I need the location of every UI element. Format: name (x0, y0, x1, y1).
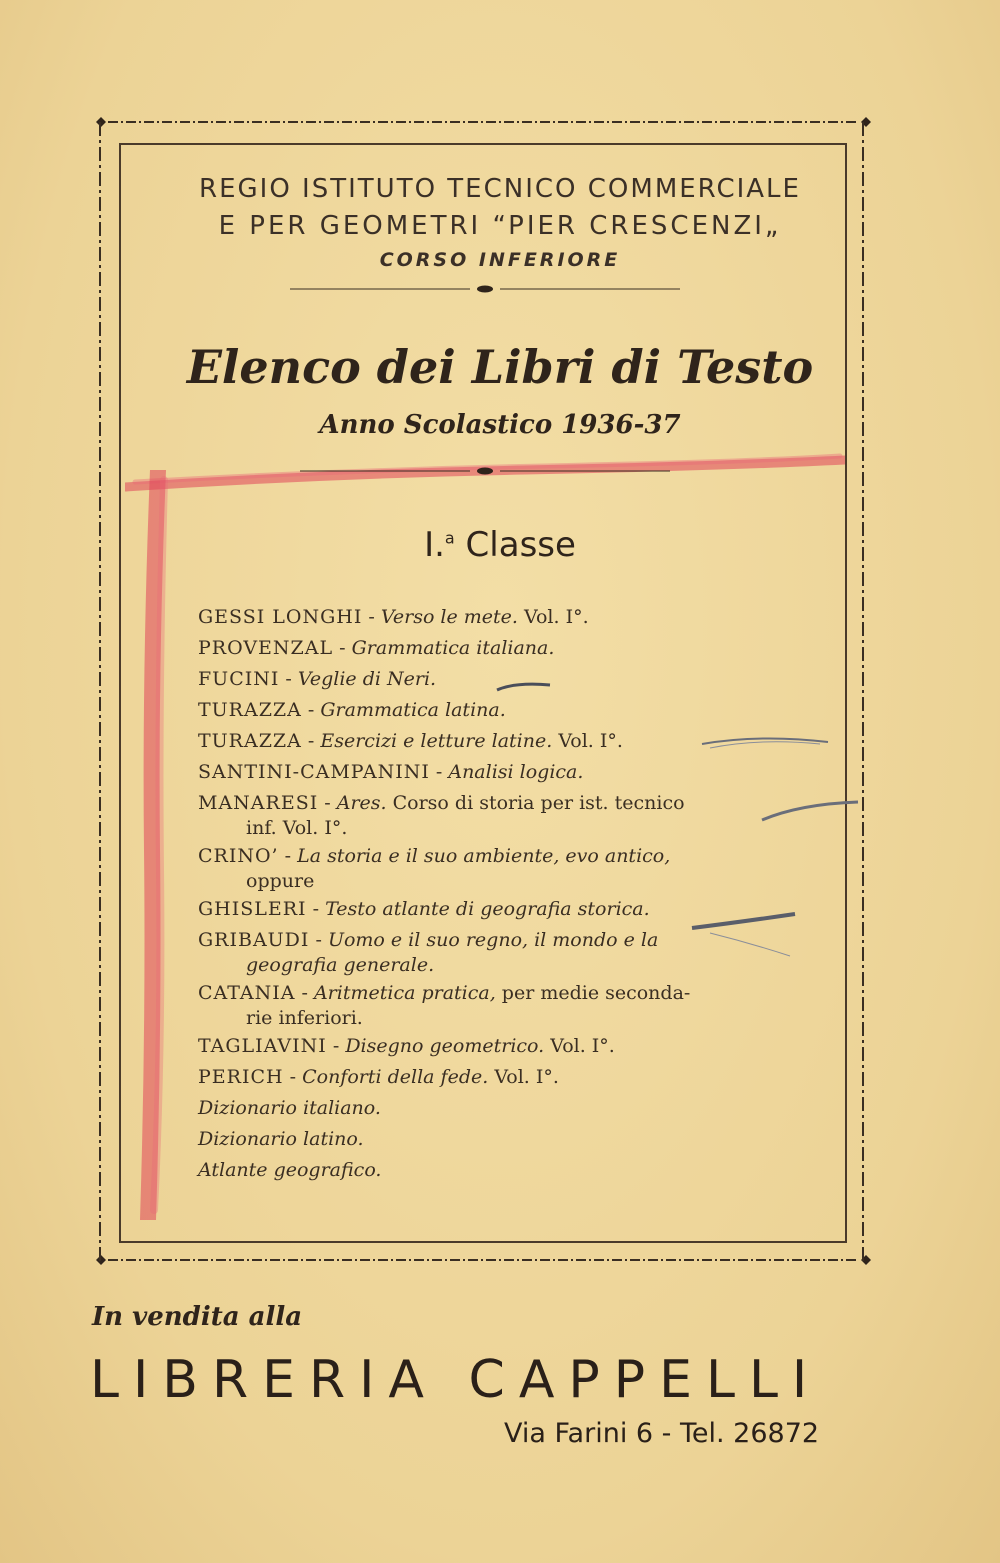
extra-item: Atlante geografico. (198, 1159, 382, 1181)
class-heading (0, 525, 1000, 565)
book-title: Verso le mete. (380, 606, 518, 628)
book-author: MANARESI (198, 792, 319, 814)
book-title: Analisi logica. (448, 761, 584, 783)
header-institute-line2: E PER GEOMETRI “PIER CRESCENZI„ (218, 211, 782, 241)
bottom-ornamental-border (96, 1255, 871, 1265)
book-author: GESSI LONGHI (198, 606, 363, 628)
book-author: PERICH (198, 1066, 284, 1088)
pen-scribble-mark (760, 800, 860, 830)
book-author: TURAZZA (198, 699, 302, 721)
book-author: TAGLIAVINI (198, 1035, 327, 1057)
book-extra: Vol. I°. (524, 606, 589, 628)
book-title: Esercizi e letture latine. (320, 730, 553, 752)
book-list (198, 602, 778, 1186)
book-item: TURAZZA - Grammatica latina. (198, 699, 506, 721)
pen-scribble-mark (495, 680, 555, 694)
book-continuation: inf. Vol. I°. (246, 817, 348, 839)
book-extra: Vol. I°. (494, 1066, 559, 1088)
book-title: Grammatica italiana. (351, 637, 555, 659)
book-author: TURAZZA (198, 730, 302, 752)
header-course: CORSO INFERIORE (379, 249, 621, 271)
book-item: GESSI LONGHI - Verso le mete. Vol. I°. (198, 606, 589, 628)
book-item: TAGLIAVINI - Disegno geometrico. Vol. I°. (198, 1035, 615, 1057)
footer-sale-note: In vendita alla (92, 1302, 303, 1332)
footer-bookstore-name: LIBRERIA CAPPELLI (90, 1350, 822, 1410)
class-label: Classe (465, 525, 576, 565)
book-title: Grammatica latina. (320, 699, 506, 721)
book-item: GRIBAUDI - Uomo e il suo regno, il mondo e la geografia generale. (198, 925, 778, 978)
book-title: Ares. (336, 792, 387, 814)
book-item: TURAZZA - Esercizi e letture latine. Vol. I°. (198, 730, 623, 752)
book-author: FUCINI (198, 668, 280, 690)
book-extra: Vol. I°. (550, 1035, 615, 1057)
book-item: GHISLERI - Testo atlante di geografia storica. (198, 898, 650, 920)
header-institute-line1: REGIO ISTITUTO TECNICO COMMERCIALE (199, 174, 801, 204)
book-item: PERICH - Conforti della fede. Vol. I°. (198, 1066, 559, 1088)
book-title: Aritmetica pratica, (313, 982, 496, 1004)
book-title: Uomo e il suo regno, il mondo e la (327, 929, 659, 951)
header-divider (290, 284, 680, 294)
book-author: CRINO’ (198, 845, 279, 867)
book-author: GRIBAUDI (198, 929, 310, 951)
book-extra: Corso di storia per ist. tecnico (392, 792, 685, 814)
book-author: GHISLERI (198, 898, 307, 920)
right-ornamental-border (859, 122, 867, 1262)
book-continuation: geografia generale. (246, 954, 435, 976)
book-continuation: oppure (246, 870, 315, 892)
title-divider (300, 466, 670, 476)
book-extra: per medie seconda- (501, 982, 691, 1004)
book-title: La storia e il suo ambiente, evo antico, (297, 845, 671, 867)
book-item: CATANIA - Aritmetica pratica, per medie seconda- rie inferiori. (198, 978, 778, 1031)
class-superscript: a (444, 528, 455, 548)
book-author: CATANIA (198, 982, 296, 1004)
book-author: SANTINI-CAMPANINI (198, 761, 430, 783)
top-ornamental-border (96, 117, 871, 127)
book-item: PROVENZAL - Grammatica italiana. (198, 637, 555, 659)
red-pencil-mark-vertical (130, 470, 180, 1220)
book-extra: Vol. I°. (558, 730, 623, 752)
book-item: MANARESI - Ares. Corso di storia per ist. tecnico inf. Vol. I°. (198, 788, 778, 841)
footer-address: Via Farini 6 - Tel. 26872 (504, 1418, 820, 1449)
page-title: Elenco dei Libri di Testo (186, 340, 814, 394)
book-continuation: rie inferiori. (246, 1007, 363, 1029)
book-item: SANTINI-CAMPANINI - Analisi logica. (198, 761, 584, 783)
extra-item: Dizionario latino. (198, 1128, 364, 1150)
book-title: Veglie di Neri. (297, 668, 437, 690)
class-number: I. (424, 525, 445, 565)
pen-scribble-mark (690, 908, 800, 958)
book-item: FUCINI - Veglie di Neri. (198, 668, 437, 690)
book-title: Disegno geometrico. (345, 1035, 545, 1057)
left-ornamental-border (96, 122, 104, 1262)
book-author: PROVENZAL (198, 637, 334, 659)
book-title: Conforti della fede. (302, 1066, 489, 1088)
book-item: CRINO’ - La storia e il suo ambiente, evo antico, oppure (198, 841, 778, 894)
extra-item: Dizionario italiano. (198, 1097, 381, 1119)
page-subtitle: Anno Scolastico 1936-37 (319, 410, 681, 440)
pen-scribble-mark (700, 730, 830, 752)
book-title: Testo atlante di geografia storica. (325, 898, 650, 920)
